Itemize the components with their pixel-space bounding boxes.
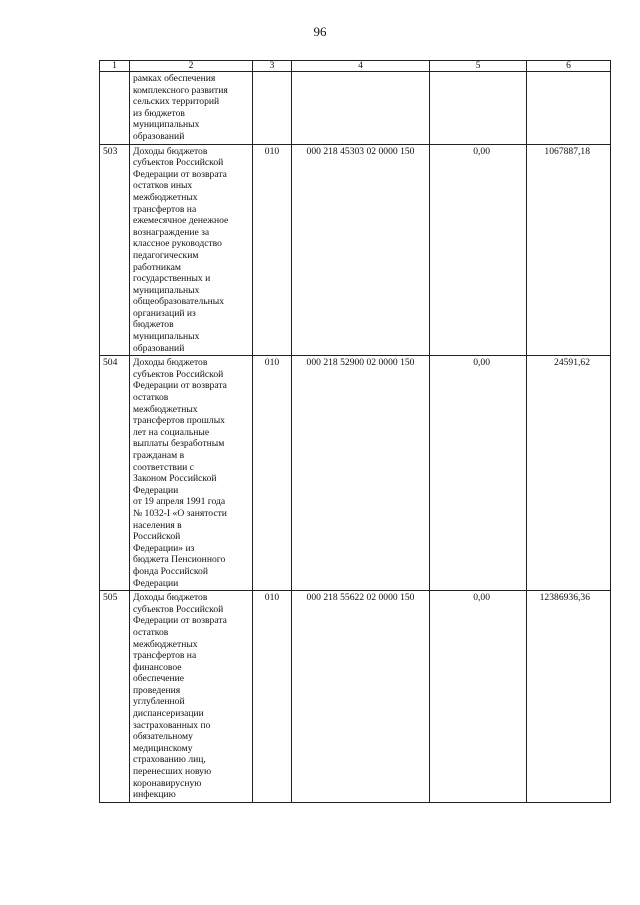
budget-table: [99, 60, 611, 803]
table-row: [100, 591, 611, 803]
amount-col6-cell: 12386936,36: [527, 591, 611, 803]
column-header-2: 2: [130, 61, 253, 72]
kbk-code-cell: 000 218 45303 02 0000 150: [292, 144, 430, 356]
amount-col6-cell: 1067887,18: [527, 144, 611, 356]
table-header-row: [100, 61, 611, 72]
table-body: [100, 61, 611, 803]
amount-col5-cell: 0,00: [430, 356, 527, 591]
description-cell: рамках обеспечения комплексного развития сельских территорий из бюджетов муниципальных образований: [130, 72, 253, 145]
table-row: [100, 144, 611, 356]
row-number-cell: 503: [100, 144, 130, 356]
code-cell: [253, 72, 292, 145]
code-cell: 010: [253, 356, 292, 591]
column-header-5: 5: [430, 61, 527, 72]
description-cell: Доходы бюджетов субъектов Российской Федерации от возврата остатков межбюджетных трансфертов прошлых лет на социальные выплаты безработным гражданам в соответствии с Законом Российской Федерации от 19 апреля 1991 года № 1032-I «О занятости населения в Российской Федерации» из бюджета Пенсионного фонда Российской Федерации: [130, 356, 253, 591]
table-row: [100, 356, 611, 591]
table-row: [100, 72, 611, 145]
column-header-3: 3: [253, 61, 292, 72]
row-number-cell: 505: [100, 591, 130, 803]
amount-col5-cell: 0,00: [430, 591, 527, 803]
amount-col6-cell: 24591,62: [527, 356, 611, 591]
description-cell: Доходы бюджетов субъектов Российской Федерации от возврата остатков межбюджетных трансфертов на финансовое обеспечение проведения углубленной диспансеризации застрахованных по обязательному медицинскому страхованию лиц, перенесших новую коронавирусную инфекцию: [130, 591, 253, 803]
page-number: 96: [313, 24, 327, 39]
description-cell: Доходы бюджетов субъектов Российской Федерации от возврата остатков иных межбюджетных трансфертов на ежемесячное денежное вознаграждение за классное руководство педагогическим работникам государственных и муниципальных общеобразовательных организаций из бюджетов муниципальных образований: [130, 144, 253, 356]
code-cell: 010: [253, 144, 292, 356]
kbk-code-cell: 000 218 52900 02 0000 150: [292, 356, 430, 591]
amount-col6-cell: [527, 72, 611, 145]
code-cell: 010: [253, 591, 292, 803]
column-header-4: 4: [292, 61, 430, 72]
kbk-code-cell: [292, 72, 430, 145]
column-header-1: 1: [100, 61, 130, 72]
column-header-6: 6: [527, 61, 611, 72]
kbk-code-cell: 000 218 55622 02 0000 150: [292, 591, 430, 803]
amount-col5-cell: 0,00: [430, 144, 527, 356]
row-number-cell: 504: [100, 356, 130, 591]
row-number-cell: [100, 72, 130, 145]
amount-col5-cell: [430, 72, 527, 145]
